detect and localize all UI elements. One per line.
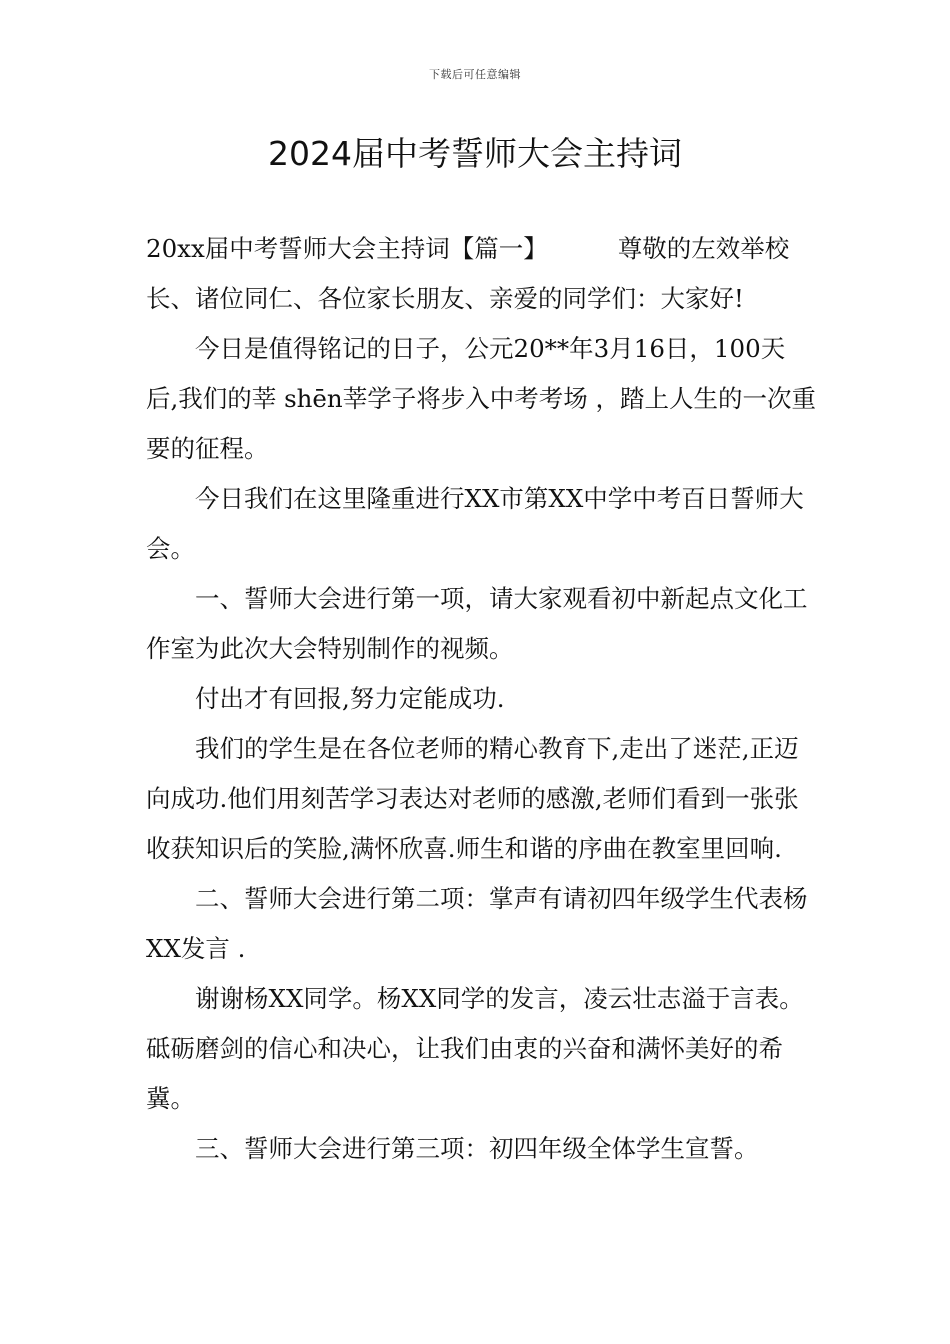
paragraph-date: 今日是值得铭记的日子，公元20**年3月16日，100天后,我们的莘 shēn莘学子将步入中考考场 ，踏上人生的一次重要的征程。: [146, 334, 816, 463]
paragraph-item-one: 一、誓师大会进行第一项，请大家观看初中新起点文化工作室为此次大会特别制作的视频。: [146, 584, 808, 663]
paragraph-announcement: 今日我们在这里隆重进行XX市第XX中学中考百日誓师大会。: [146, 484, 804, 563]
document-title: 2024届中考誓师大会主持词: [268, 134, 682, 173]
paragraph-motto: 付出才有回报,努力定能成功.: [195, 684, 505, 713]
paragraph-teachers: 我们的学生是在各位老师的精心教育下,走出了迷茫,正迈向成功.他们用刻苦学习表达对老师的感激,老师们看到一张张收获知识后的笑脸,满怀欣喜.师生和谐的序曲在教室里回响.: [146, 734, 799, 863]
paragraph-thanks: 谢谢杨XX同学。杨XX同学的发言，凌云壮志溢于言表。砥砺磨剑的信心和决心，让我们由衷的兴奋和满怀美好的希冀。: [146, 984, 804, 1113]
intro-paragraph: [146, 224, 816, 324]
document-body: [146, 224, 816, 1174]
header-note: 下载后可任意编辑: [429, 68, 521, 81]
section-heading: 20xx届中考誓师大会主持词【篇一】: [146, 234, 548, 263]
paragraph-item-two: 二、誓师大会进行第二项：掌声有请初四年级学生代表杨XX发言 .: [146, 884, 808, 963]
greeting-text: 尊敬的左效举校长、诸位同仁、各位家长朋友、亲爱的同学们：大家好!: [146, 234, 790, 313]
paragraph-item-three: 三、誓师大会进行第三项：初四年级全体学生宣誓。: [195, 1134, 759, 1163]
